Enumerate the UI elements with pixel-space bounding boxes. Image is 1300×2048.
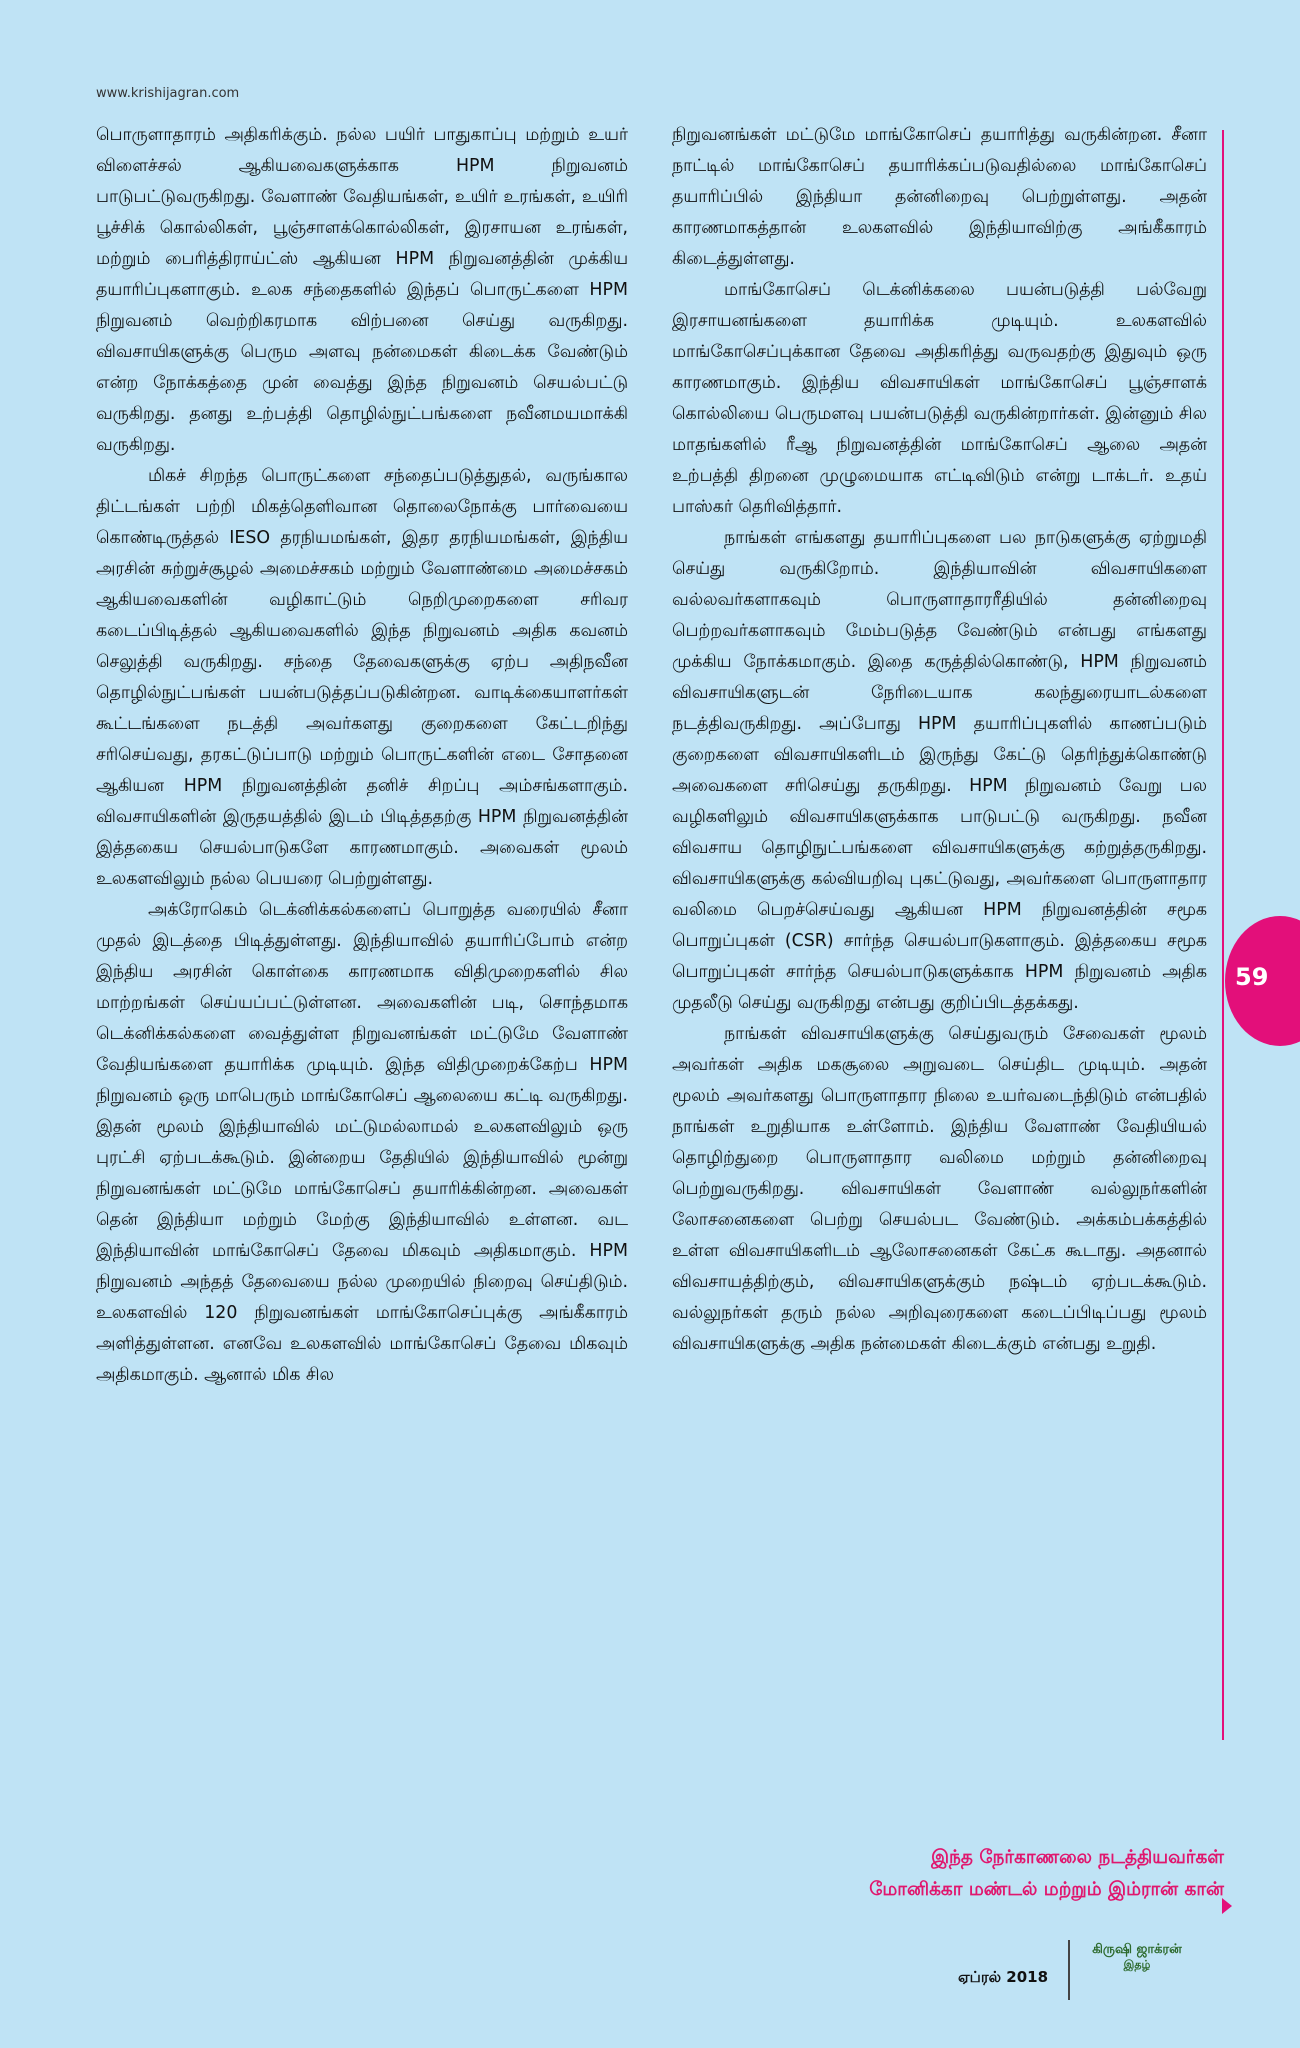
margin-rule <box>1222 130 1224 1740</box>
right-column <box>672 120 1207 1360</box>
left-column <box>96 120 628 1391</box>
credits-line-2: மோனிக்கா மண்டல் மற்றும் இம்ரான் கான் <box>869 1879 1224 1900</box>
footer-divider <box>1068 1940 1070 2000</box>
site-url: www.krishijagran.com <box>96 86 240 101</box>
paragraph: நிறுவனங்கள் மட்டுமே மாங்கோசெப் தயாரித்து வருகின்றன. சீனா நாட்டில் மாங்கோசெப் தயாரிக்கப்படுவதில்லை மாங்கோசெப் தயாரிப்பில் இந்தியா தன்னிறைவு பெற்றுள்ளது. அதன் காரணமாகத்தான் உலகளவில் இந்தியாவிற்கு அங்கீகாரம் கிடைத்துள்ளது. <box>672 125 1207 269</box>
issue-date: ஏப்ரல் 2018 <box>958 1968 1049 1986</box>
paragraph: நாங்கள் எங்களது தயாரிப்புகளை பல நாடுகளுக்கு ஏற்றுமதி செய்து வருகிறோம். இந்தியாவின் விவசாயிகளை வல்லவர்களாகவும் பொருளாதாரரீதியில் தன்னிறைவு பெற்றவர்களாகவும் மேம்படுத்த வேண்டும் என்பது எங்களது முக்கிய நோக்கமாகும். இதை கருத்தில்கொண்டு, HPM நிறுவனம் விவசாயிகளுடன் நேரிடையாக கலந்துரையாடல்களை நடத்திவருகிறது. அப்போது HPM தயாரிப்புகளில் காணப்படும் குறைகளை விவசாயிகளிடம் இருந்து கேட்டு தெரிந்துக்கொண்டு அவைகளை சரிசெய்து தருகிறது. HPM நிறுவனம் வேறு பல வழிகளிலும் விவசாயிகளுக்காக பாடுபட்டு வருகிறது. நவீன விவசாய தொழிநுட்பங்களை விவசாயிகளுக்கு கற்றுத்தருகிறது. விவசாயிகளுக்கு கல்வியறிவு புகட்டுவது, அவர்களை பொருளாதார வலிமை பெறச்செய்வது ஆகியன HPM நிறுவனத்தின் சமூக பொறுப்புகள் (CSR) சார்ந்த செயல்பாடுகளாகும். இத்தகைய சமூக பொறுப்புகள் சார்ந்த செயல்பாடுகளுக்காக HPM நிறுவனம் அதிக முதலீடு செய்து வருகிறது என்பது குறிப்பிடத்தக்கது. <box>672 528 1207 1013</box>
paragraph: நாங்கள் விவசாயிகளுக்கு செய்துவரும் சேவைகள் மூலம் அவர்கள் அதிக மகசூலை அறுவடை செய்திட முடியும். அதன் மூலம் அவர்களது பொருளாதார நிலை உயர்வடைந்திடும் என்பதில் நாங்கள் உறுதியாக உள்ளோம். இந்திய வேளாண் வேதியியல் தொழிற்துறை பொருளாதார வலிமை மற்றும் தன்னிறைவு பெற்றுவருகிறது. விவசாயிகள் வேளாண் வல்லுநர்களின் லோசனைகளை பெற்று செயல்பட வேண்டும். அக்கம்பக்கத்தில் உள்ள விவசாயிகளிடம் ஆலோசனைகள் கேட்க கூடாது. அதனால் விவசாயத்திற்கும், விவசாயிகளுக்கும் நஷ்டம் ஏற்படக்கூடும். வல்லுநர்கள் தரும் நல்ல அறிவுரைகளை கடைப்பிடிப்பது மூலம் விவசாயிகளுக்கு அதிக நன்மைகள் கிடைக்கும் என்பது உறுதி. <box>672 1024 1207 1354</box>
interview-credits <box>672 1842 1224 1906</box>
paragraph: அக்ரோகெம் டெக்னிக்கல்களைப் பொறுத்த வரையில் சீனா முதல் இடத்தை பிடித்துள்ளது. இந்தியாவில் தயாரிப்போம் என்ற இந்திய அரசின் கொள்கை காரணமாக விதிமுறைகளில் சில மாற்றங்கள் செய்யப்பட்டுள்ளன. அவைகளின் படி, சொந்தமாக டெக்னிக்கல்களை வைத்துள்ள நிறுவனங்கள் மட்டுமே வேளாண் வேதியங்களை தயாரிக்க முடியும். இந்த விதிமுறைக்கேற்ப HPM நிறுவனம் ஒரு மாபெரும் மாங்கோசெப் ஆலையை கட்டி வருகிறது. இதன் மூலம் இந்தியாவில் மட்டுமல்லாமல் உலகளவிலும் ஒரு புரட்சி ஏற்படக்கூடும். இன்றைய தேதியில் இந்தியாவில் மூன்று நிறுவனங்கள் மட்டுமே மாங்கோசெப் தயாரிக்கின்றன. அவைகள் தென் இந்தியா மற்றும் மேற்கு இந்தியாவில் உள்ளன. வட இந்தியாவின் மாங்கோசெப் தேவை மிகவும் அதிகமாகும். HPM நிறுவனம் அந்தத் தேவையை நல்ல முறையில் நிறைவு செய்திடும். உலகளவில் 120 நிறுவனங்கள் மாங்கோசெப்புக்கு அங்கீகாரம் அளித்துள்ளன. எனவே உலகளவில் மாங்கோசெப் தேவை மிகவும் அதிகமாகும். ஆனால் மிக சில <box>96 900 628 1385</box>
logo-title: கிருஷி ஜாக்ரன் <box>1092 1942 1182 1957</box>
magazine-logo <box>1092 1942 1182 1972</box>
paragraph: பொருளாதாரம் அதிகரிக்கும். நல்ல பயிர் பாதுகாப்பு மற்றும் உயர் விளைச்சல் ஆகியவைகளுக்காக HPM நிறுவனம் பாடுபட்டுவருகிறது. வேளாண் வேதியங்கள், உயிர் உரங்கள், உயிரி பூச்சிக் கொல்லிகள், பூஞ்சாளக்கொல்லிகள், இரசாயன உரங்கள், மற்றும் பைரித்திராய்ட்ஸ் ஆகியன HPM நிறுவனத்தின் முக்கிய தயாரிப்புகளாகும். உலக சந்தைகளில் இந்தப் பொருட்களை HPM நிறுவனம் வெற்றிகரமாக விற்பனை செய்து வருகிறது. விவசாயிகளுக்கு பெரும அளவு நன்மைகள் கிடைக்க வேண்டும் என்ற நோக்கத்தை முன் வைத்து இந்த நிறுவனம் செயல்பட்டு வருகிறது. தனது உற்பத்தி தொழில்நுட்பங்களை நவீனமயமாக்கி வருகிறது. <box>96 125 628 455</box>
paragraph: மிகச் சிறந்த பொருட்களை சந்தைப்படுத்துதல், வருங்கால திட்டங்கள் பற்றி மிகத்தெளிவான தொலைநோக்கு பார்வையை கொண்டிருத்தல் IESO தரநியமங்கள், இதர தரநியமங்கள், இந்திய அரசின் சுற்றுச்சூழல் அமைச்சகம் மற்றும் வேளாண்மை அமைச்சகம் ஆகியவைகளின் வழிகாட்டும் நெறிமுறைகளை சரிவர கடைப்பிடித்தல் ஆகியவைகளில் இந்த நிறுவனம் அதிக கவனம் செலுத்தி வருகிறது. சந்தை தேவைகளுக்கு ஏற்ப அதிநவீன தொழில்நுட்பங்கள் பயன்படுத்தப்படுகின்றன. வாடிக்கையாளர்கள் கூட்டங்களை நடத்தி அவர்களது குறைகளை கேட்டறிந்து சரிசெய்வது, தரகட்டுப்பாடு மற்றும் பொருட்களின் எடை சோதனை ஆகியன HPM நிறுவனத்தின் தனிச் சிறப்பு அம்சங்களாகும். விவசாயிகளின் இருதயத்தில் இடம் பிடித்ததற்கு HPM நிறுவனத்தின் இத்தகைய செயல்பாடுகளே காரணமாகும். அவைகள் மூலம் உலகளவிலும் நல்ல பெயரை பெற்றுள்ளது. <box>96 466 628 889</box>
logo-subtitle: இதழ் <box>1123 1958 1151 1971</box>
arrow-marker-icon <box>1222 1898 1232 1914</box>
page-number: 59 <box>1235 963 1269 991</box>
paragraph: மாங்கோசெப் டெக்னிக்கலை பயன்படுத்தி பல்வேறு இரசாயனங்களை தயாரிக்க முடியும். உலகளவில் மாங்கோசெப்புக்கான தேவை அதிகரித்து வருவதற்கு இதுவும் ஒரு காரணமாகும். இந்திய விவசாயிகள் மாங்கோசெப் பூஞ்சாளக் கொல்லியை பெருமளவு பயன்படுத்தி வருகின்றார்கள். இன்னும் சில மாதங்களில் ரீஆ நிறுவனத்தின் மாங்கோசெப் ஆலை அதன் உற்பத்தி திறனை முழுமையாக எட்டிவிடும் என்று டாக்டர். உதய் பாஸ்கர் தெரிவித்தார். <box>672 280 1207 517</box>
credits-line-1: இந்த நேர்காணலை நடத்தியவர்கள் <box>931 1847 1224 1868</box>
